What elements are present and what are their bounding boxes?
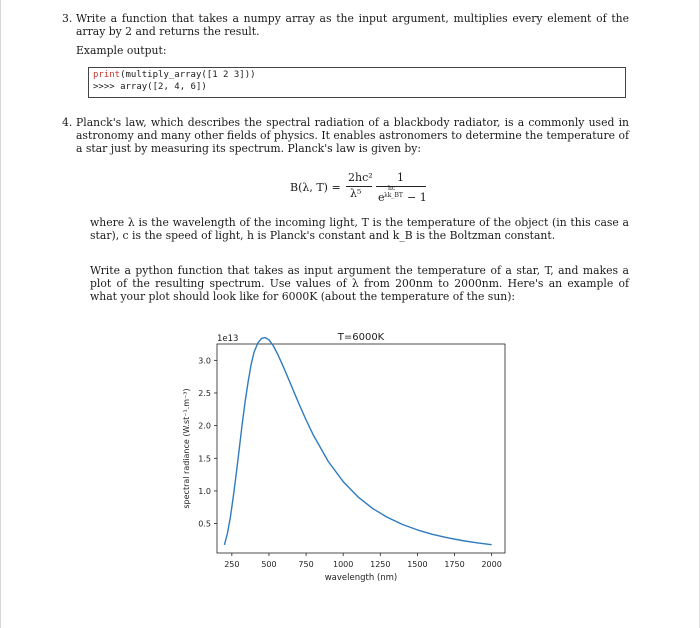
example-output-label: Example output:	[76, 44, 167, 58]
x-tick-label: 1000	[333, 560, 354, 569]
formula-exp-base: e	[378, 191, 385, 204]
question-4-number: 4.	[62, 116, 73, 129]
plot-frame	[217, 344, 505, 553]
question-3-text: Write a function that takes a numpy array as the input argument, multiplies every element of the array by 2 and returns the result.	[76, 12, 629, 39]
question-4	[62, 116, 629, 156]
formula-numerator-1: 2hc²	[348, 171, 373, 184]
y-tick-label: 2.5	[198, 388, 211, 398]
x-tick-label: 250	[224, 560, 240, 569]
x-tick-label: 1250	[370, 560, 391, 569]
planck-chart	[180, 330, 520, 592]
task-description	[90, 264, 629, 304]
y-axis-label: spectral radiance (W.st⁻¹.m⁻³)	[182, 388, 191, 509]
code-line-1	[93, 69, 621, 81]
formula-denominator-1: λ⁵	[350, 187, 362, 200]
formula-numerator-2: 1	[397, 171, 404, 184]
question-4-intro: Planck's law, which describes the spectral radiation of a blackbody radiator, is a commonly used in astronomy and many other fields of physics. It enables astronomers to determine the temperature of a star just by measuring its spectrum. Planck's law is given by:	[76, 116, 629, 156]
y-tick-label: 3.0	[198, 356, 211, 366]
y-tick-label: 1.0	[198, 486, 211, 496]
formula-explanation	[90, 216, 629, 242]
code-line-2: >>>> array([2, 4, 6])	[93, 82, 207, 92]
question-3-number: 3.	[62, 12, 73, 25]
series-line	[224, 338, 491, 545]
formula-exp-denominator: λk_BT	[384, 192, 403, 199]
y-tick-label: 1.5	[198, 454, 211, 464]
y-tick-label: 0.5	[198, 519, 211, 529]
chart-title: T=6000K	[337, 332, 385, 343]
axis-offset-label: 1e13	[217, 334, 239, 344]
formula-fraction-bar-2	[376, 186, 426, 187]
task-text: Write a python function that takes as input argument the temperature of a star, T, and makes a plot of the resulting spectrum. Use values of λ from 200nm to 2000nm. Here's an example of what your plot should look like for 6000K (about the temperature of the sun):	[90, 264, 629, 304]
code-block	[88, 67, 626, 98]
x-axis-label: wavelength (nm)	[324, 573, 398, 583]
code-print-keyword: print	[93, 70, 121, 80]
y-tick-label: 2.0	[198, 421, 211, 431]
x-tick-label: 2000	[481, 560, 502, 569]
formula-lhs: B(λ, T) =	[290, 181, 341, 194]
formula-exp-numerator: hc	[388, 185, 396, 192]
question-3	[62, 12, 629, 58]
x-tick-label: 500	[261, 560, 277, 569]
where-text: where λ is the wavelength of the incoming light, T is the temperature of the object (in this case a star), c is the speed of light, h is Planck's constant and k_B is the Boltzman constant.	[90, 216, 629, 243]
planck-formula	[290, 171, 440, 211]
x-tick-label: 750	[298, 560, 314, 569]
code-call: (multiply_array([1 2 3]))	[120, 70, 256, 80]
formula-minus-one: − 1	[407, 191, 427, 204]
x-tick-label: 1750	[444, 560, 465, 569]
x-tick-label: 1500	[407, 560, 428, 569]
